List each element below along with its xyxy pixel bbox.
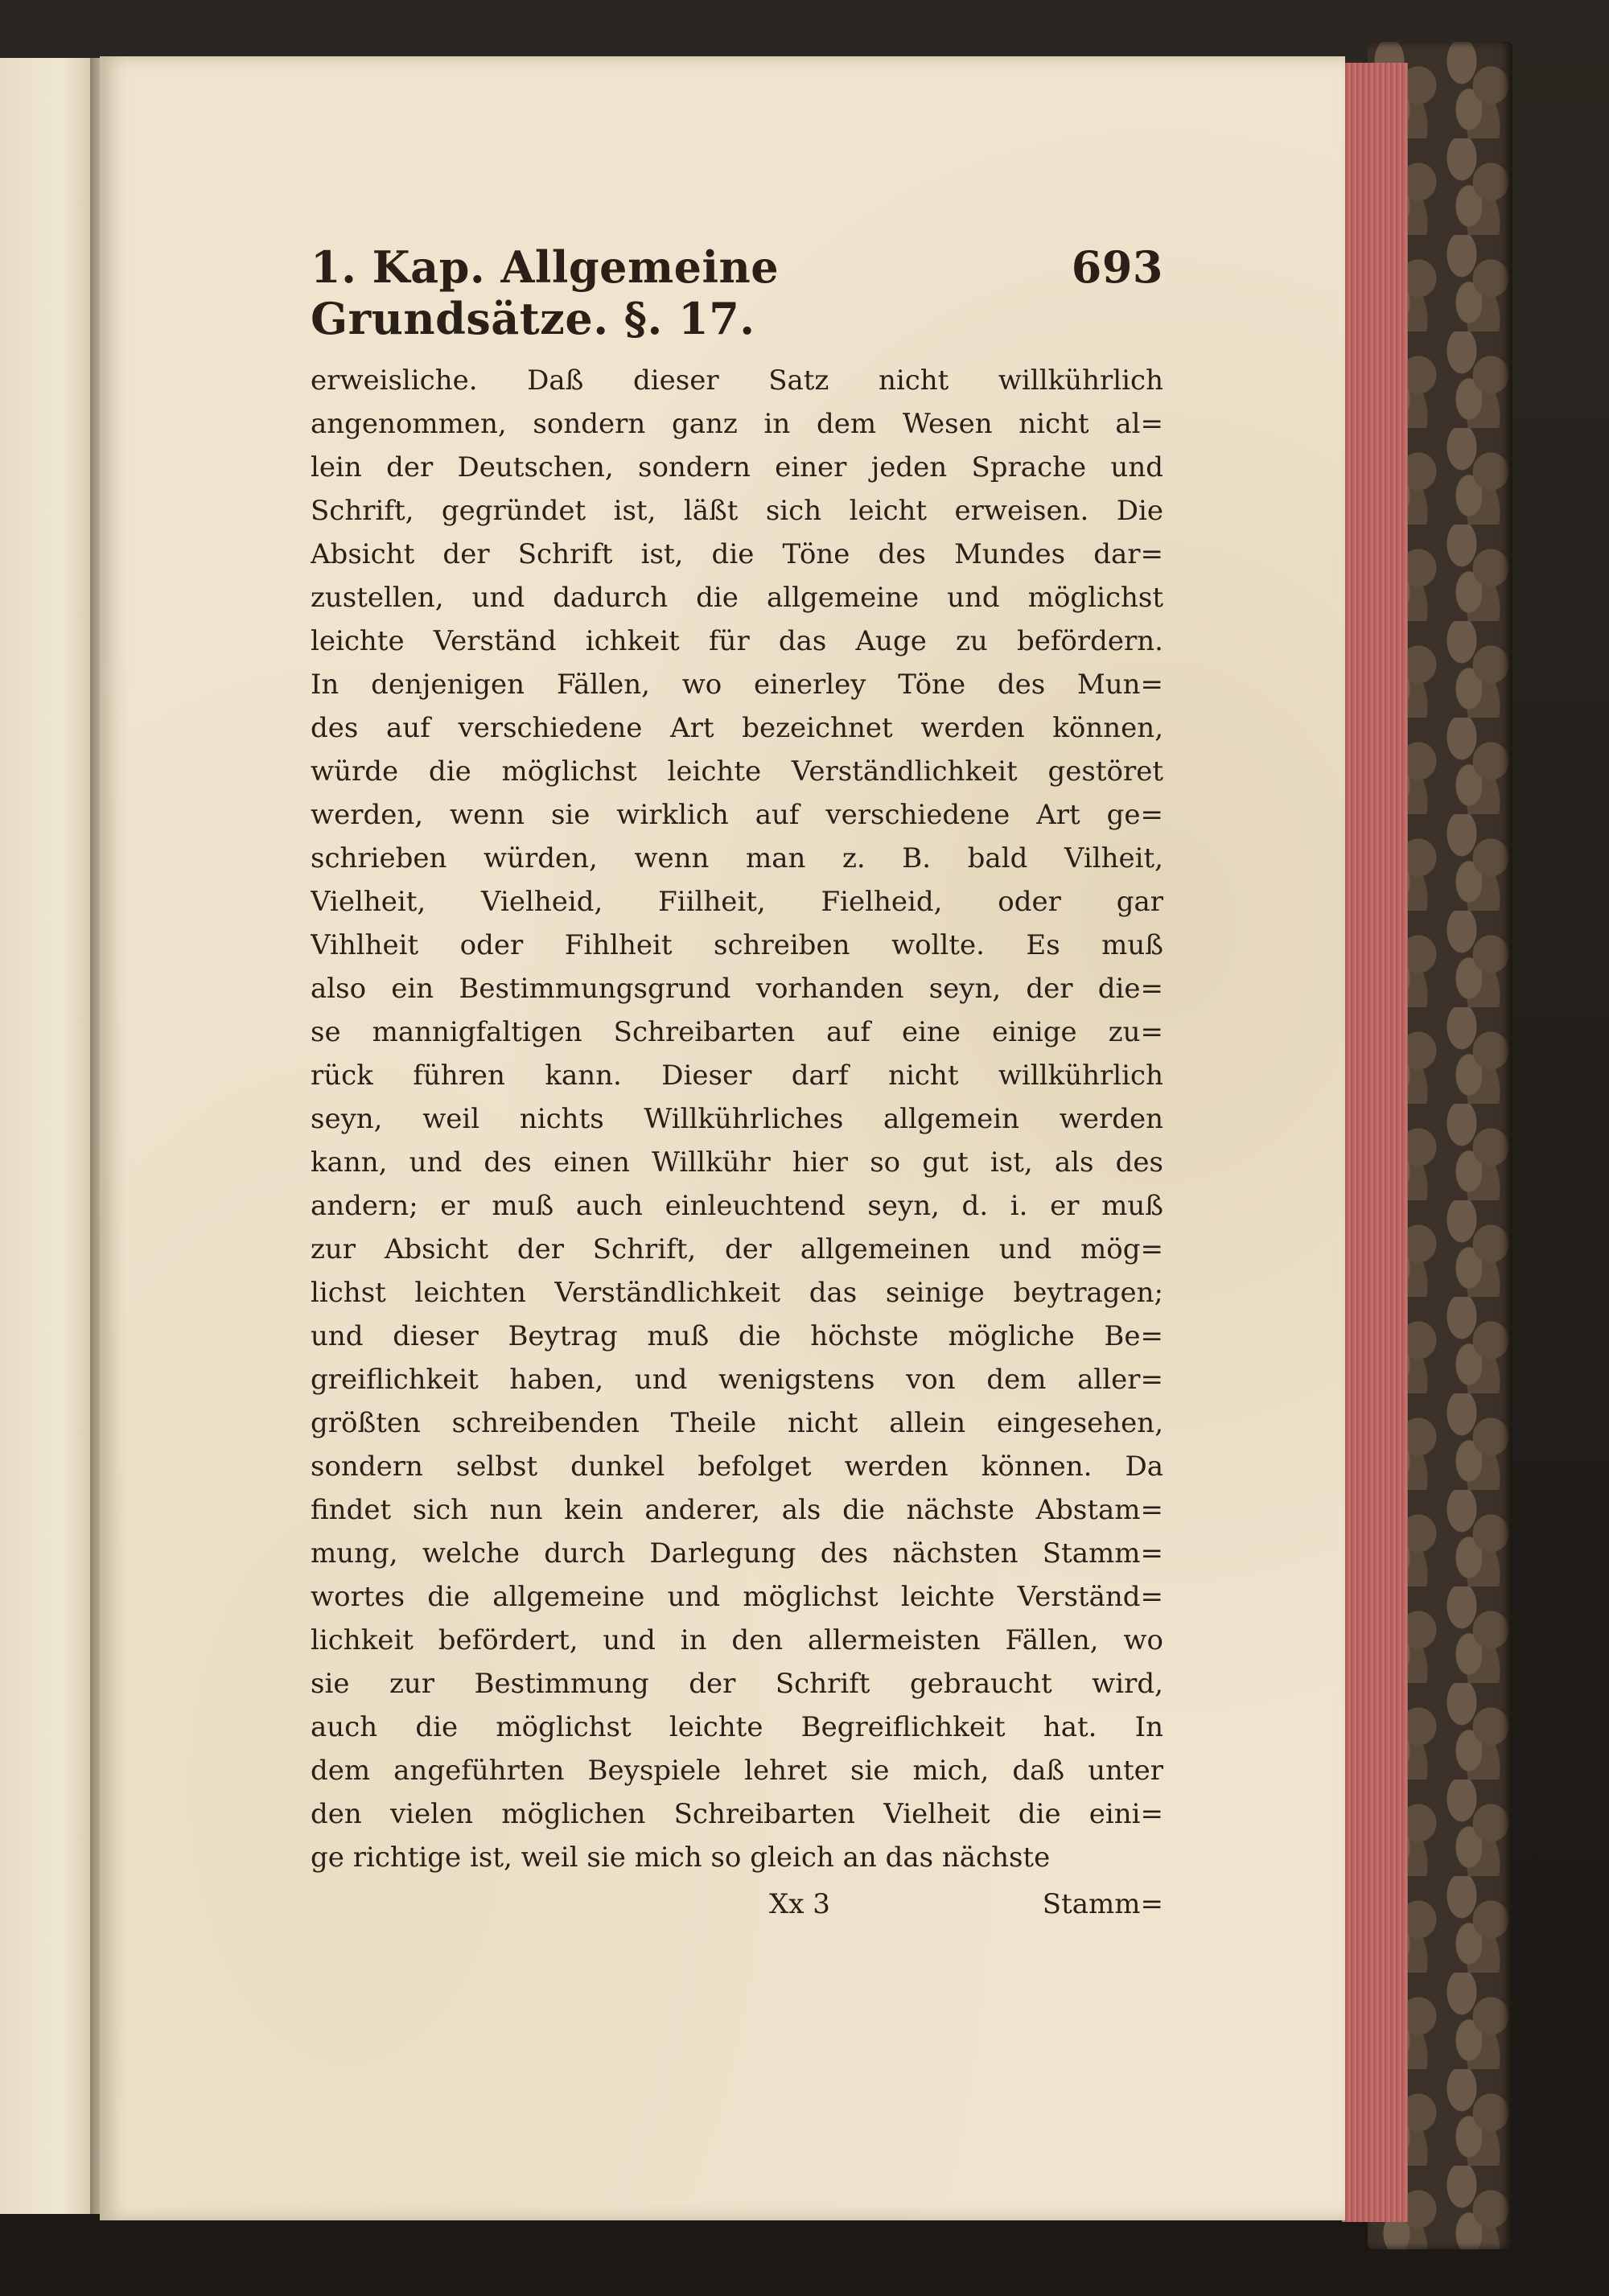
text-line: also ein Bestimmungsgrund vorhanden seyn, der die= (311, 973, 1163, 1005)
text-line: des auf verschiedene Art bezeichnet werden können, (311, 712, 1163, 744)
text-line: auch die möglichst leichte Begreiflichkeit hat. In (311, 1711, 1163, 1743)
page-block-edge (1342, 63, 1408, 2222)
text-line: leichte Verständ ichkeit für das Auge zu befördern. (311, 625, 1163, 657)
book-page (100, 56, 1345, 2220)
text-line: und dieser Beytrag muß die höchste mögliche Be= (311, 1320, 1163, 1352)
text-line: sondern selbst dunkel befolget werden können. Da (311, 1450, 1163, 1483)
text-line: seyn, weil nichts Willkührliches allgemein werden (311, 1103, 1163, 1135)
text-line: werden, wenn sie wirklich auf verschiedene Art ge= (311, 799, 1163, 831)
text-line: se mannigfaltigen Schreibarten auf eine einige zu= (311, 1016, 1163, 1048)
text-line: angenommen, sondern ganz in dem Wesen nicht al= (311, 408, 1163, 440)
text-line: andern; er muß auch einleuchtend seyn, d. i. er muß (311, 1190, 1163, 1222)
text-line: Vielheit, Vielheid, Fiilheit, Fielheid, oder gar (311, 886, 1163, 918)
text-line: lichst leichten Verständlichkeit das seinige beytragen; (311, 1277, 1163, 1309)
text-line: Absicht der Schrift ist, die Töne des Mundes dar= (311, 538, 1163, 570)
text-line: zur Absicht der Schrift, der allgemeinen und mög= (311, 1233, 1163, 1265)
text-line: Vihlheit oder Fihlheit schreiben wollte. Es muß (311, 929, 1163, 961)
text-block (311, 241, 1163, 1926)
previous-page-edge (0, 58, 92, 2214)
text-line: rück führen kann. Dieser darf nicht willkührlich (311, 1060, 1163, 1092)
body-text (311, 359, 1163, 1879)
text-line: kann, und des einen Willkühr hier so gut ist, als des (311, 1146, 1163, 1179)
text-line: wortes die allgemeine und möglichst leichte Verständ= (311, 1581, 1163, 1613)
text-line: sie zur Bestimmung der Schrift gebraucht wird, (311, 1668, 1163, 1700)
page-footer (311, 1882, 1163, 1926)
text-line: würde die möglichst leichte Verständlichkeit gestöret (311, 755, 1163, 788)
text-line: den vielen möglichen Schreibarten Vielheit die eini= (311, 1798, 1163, 1830)
text-line: lichkeit befördert, und in den allermeisten Fällen, wo (311, 1624, 1163, 1656)
text-line: findet sich nun kein anderer, als die nächste Abstam= (311, 1494, 1163, 1526)
text-line: lein der Deutschen, sondern einer jeden Sprache und (311, 451, 1163, 483)
text-line: In denjenigen Fällen, wo einerley Töne des Mun= (311, 669, 1163, 701)
page-number: 693 (1071, 241, 1163, 293)
chapter-heading: 1. Kap. Allgemeine Grundsätze. §. 17. (311, 241, 780, 344)
text-line: mung, welche durch Darlegung des nächsten Stamm= (311, 1537, 1163, 1570)
text-line: ge richtige ist, weil sie mich so gleich an das nächste (311, 1841, 1051, 1874)
catchword: Stamm= (1042, 1888, 1163, 1920)
text-line: erweisliche. Daß dieser Satz nicht willkührlich (311, 364, 1163, 397)
text-line: dem angeführten Beyspiele lehret sie mich, daß unter (311, 1755, 1163, 1787)
running-head (311, 241, 1163, 344)
text-line: greiflichkeit haben, und wenigstens von dem aller= (311, 1364, 1163, 1396)
text-line: zustellen, und dadurch die allgemeine und möglichst (311, 582, 1163, 614)
signature-mark: Xx 3 (769, 1888, 830, 1920)
text-line: Schrift, gegründet ist, läßt sich leicht erweisen. Die (311, 495, 1163, 527)
text-line: größten schreibenden Theile nicht allein eingesehen, (311, 1407, 1163, 1439)
text-line: schrieben würden, wenn man z. B. bald Vilheit, (311, 842, 1163, 874)
